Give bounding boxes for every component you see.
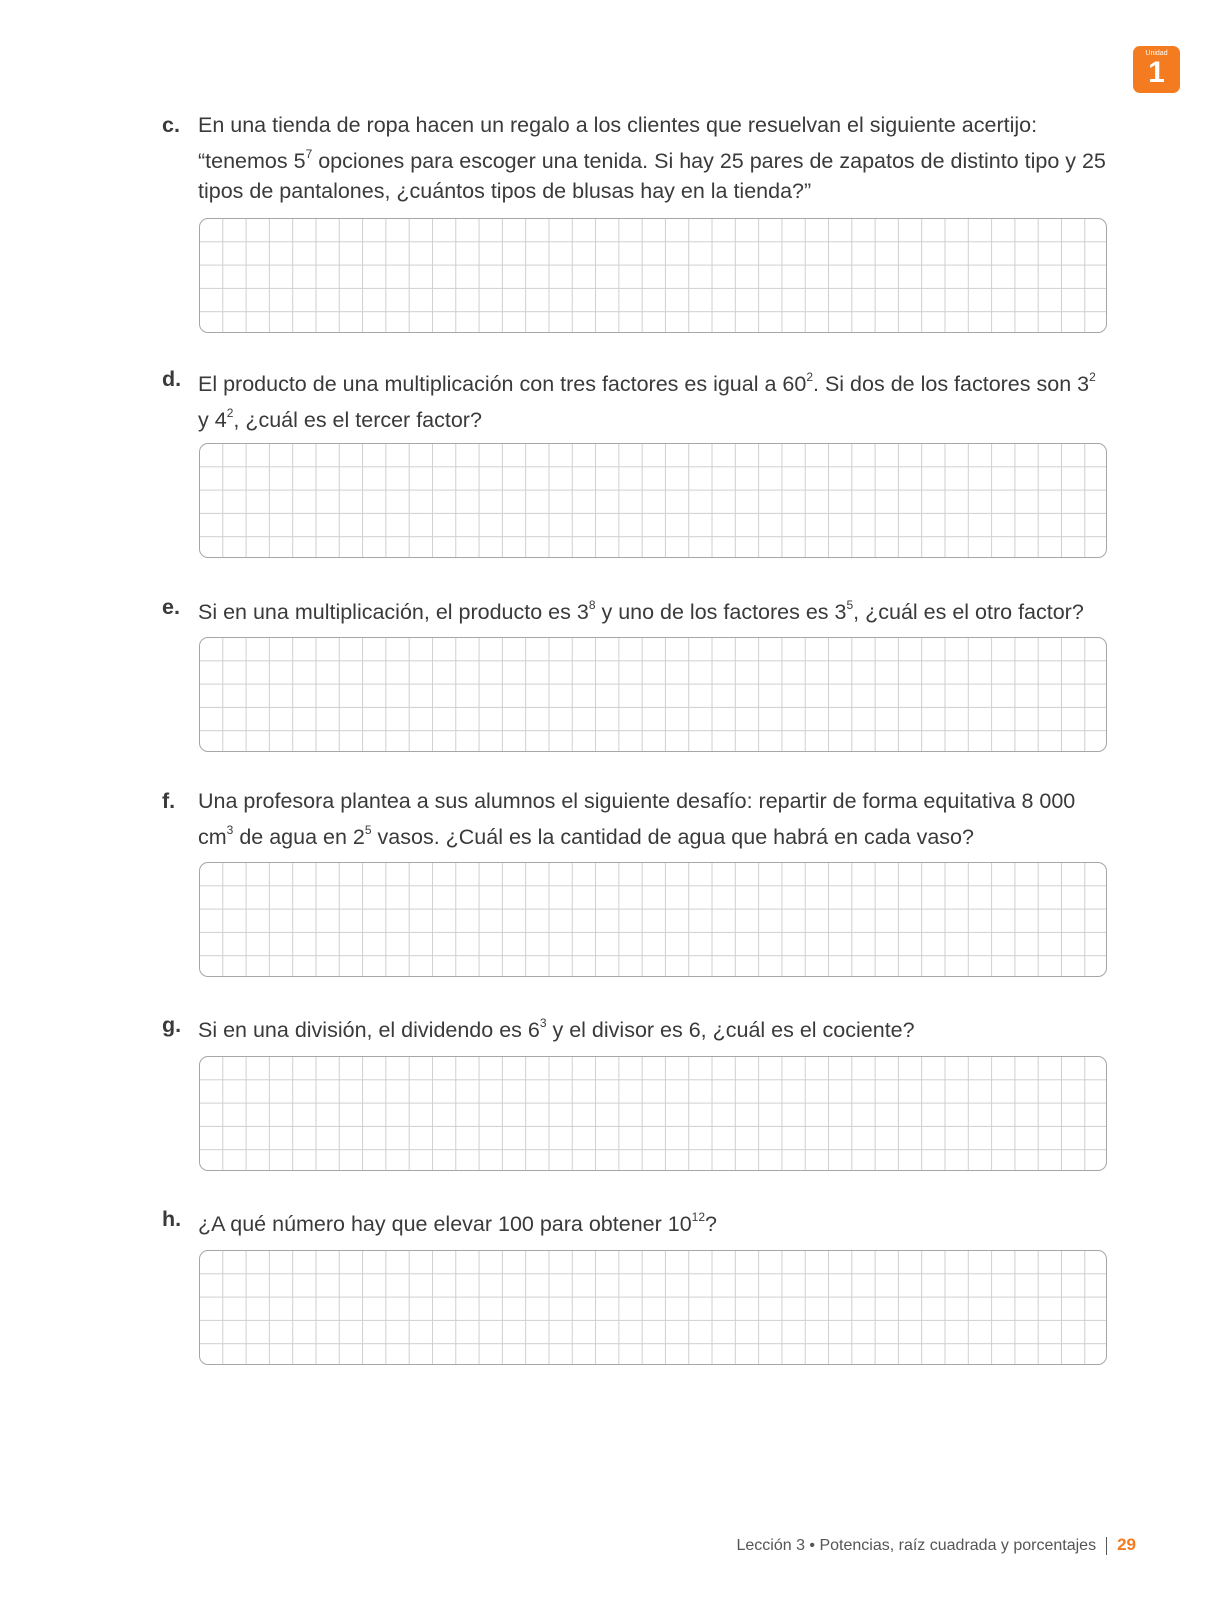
answer-grid-c[interactable] — [199, 218, 1107, 333]
exercise-letter: d. — [162, 367, 182, 391]
text-run: , ¿cuál es el otro factor? — [853, 600, 1084, 625]
exponent: 8 — [588, 598, 596, 612]
unit-badge — [1133, 46, 1180, 93]
exponent: 2 — [1089, 370, 1096, 384]
exponent: 5 — [846, 598, 854, 612]
exercise-e — [162, 592, 1112, 628]
exercise-h-text — [162, 1204, 1112, 1240]
exercise-d — [162, 364, 1112, 435]
exercise-g-text — [162, 1010, 1112, 1046]
exercise-c-text — [162, 110, 1112, 207]
text-run: Una profesora plantea a sus alumnos el siguiente desafío: repartir de forma equitativa 8 000 cm — [198, 789, 1076, 849]
exercise-letter: f. — [162, 789, 176, 813]
text-run: ? — [705, 1212, 717, 1237]
exponent: 3 — [226, 822, 234, 837]
page-number: 29 — [1117, 1535, 1136, 1554]
answer-grid-f[interactable] — [199, 862, 1107, 977]
answer-grid-e[interactable] — [199, 637, 1107, 752]
exercise-f — [162, 786, 1112, 852]
answer-grid-d[interactable] — [199, 443, 1107, 558]
page-footer — [736, 1535, 1136, 1555]
exercise-e-text — [162, 592, 1112, 628]
exercise-c — [162, 110, 1112, 207]
text-run: , ¿cuál es el tercer factor? — [233, 407, 482, 432]
exercise-letter: g. — [162, 1013, 182, 1037]
text-run: y uno de los factores es 3 — [595, 600, 847, 625]
text-run: . Si dos de los factores son 3 — [813, 372, 1090, 397]
exponent: 7 — [305, 146, 313, 161]
exercise-letter: c. — [162, 113, 180, 137]
text-run: opciones para escoger una tenida. Si hay 25 pares de zapatos de distinto tipo y 25 tipos de pantalones, ¿cuántos tipos de blusas hay en la tienda?” — [198, 148, 1106, 204]
answer-grid-g[interactable] — [199, 1056, 1107, 1171]
text-run: ¿A qué número hay que elevar 100 para obtener 10 — [198, 1212, 692, 1237]
text-run: y 4 — [198, 407, 227, 432]
footer-divider — [1106, 1537, 1107, 1555]
unit-label: Unidad — [1145, 50, 1168, 57]
exponent: 2 — [226, 405, 234, 420]
exponent: 12 — [691, 1210, 706, 1224]
text-run: Si en una división, el dividendo es 6 — [198, 1018, 540, 1043]
text-run: de agua en 2 — [233, 824, 365, 849]
unit-number: 1 — [1148, 56, 1165, 89]
exponent: 2 — [806, 370, 814, 384]
lesson-title: Lección 3 • Potencias, raíz cuadrada y porcentajes — [736, 1537, 1097, 1554]
exponent: 3 — [539, 1016, 547, 1030]
text-run: vasos. ¿Cuál es la cantidad de agua que habrá en cada vaso? — [371, 824, 974, 849]
text-run: En una tienda de ropa hacen un regalo a los clientes que resuelvan el siguiente acertijo: “tenemos 5 — [198, 113, 1038, 173]
exercise-letter: e. — [162, 595, 180, 619]
exercise-h — [162, 1204, 1112, 1240]
answer-grid-h[interactable] — [199, 1250, 1107, 1365]
exponent: 5 — [364, 822, 372, 837]
text-run: El producto de una multiplicación con tres factores es igual a 60 — [198, 372, 807, 397]
text-run: y el divisor es 6, ¿cuál es el cociente? — [546, 1018, 915, 1043]
exercise-f-text — [162, 786, 1112, 852]
exercise-d-text — [162, 364, 1112, 435]
exercise-letter: h. — [162, 1207, 182, 1231]
text-run: Si en una multiplicación, el producto es 3 — [198, 600, 589, 625]
exercise-g — [162, 1010, 1112, 1046]
